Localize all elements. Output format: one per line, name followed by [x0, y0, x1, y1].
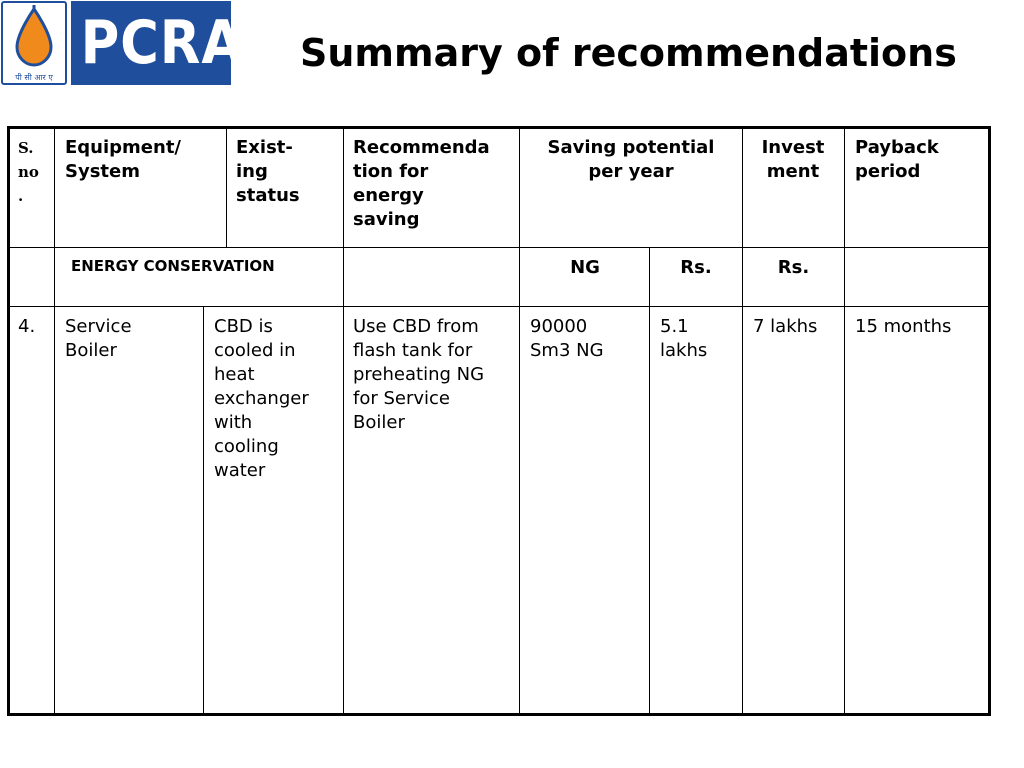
logo-subtext: पी सी आर ए	[15, 73, 53, 82]
row-sno: 4.	[18, 316, 36, 337]
header-payback-period: Payback period	[855, 137, 939, 182]
header-existing-status: Exist- ing status	[236, 137, 300, 206]
row-saving-rs: 5.1 lakhs	[660, 316, 708, 361]
subheader-rs-investment: Rs.	[777, 257, 810, 278]
row-existing-status: CBD is cooled in heat exchanger with cooling water	[214, 316, 309, 481]
col-divider	[343, 129, 344, 713]
col-divider	[203, 306, 204, 713]
row-equipment: Service Boiler	[65, 316, 132, 361]
header-investment: Invest ment	[761, 137, 825, 182]
subheader-divider	[10, 306, 988, 307]
col-divider	[226, 129, 227, 247]
pcra-logo	[0, 0, 244, 86]
section-label-energy-conservation: ENERGY CONSERVATION	[71, 257, 275, 275]
row-recommendation: Use CBD from flash tank for preheating NG for Service Boiler	[353, 316, 485, 433]
subheader-ng: NG	[570, 257, 600, 278]
col-divider	[649, 247, 650, 713]
logo-wordmark: PCRA	[80, 8, 244, 78]
col-divider	[54, 129, 55, 713]
header-recommendation: Recommenda tion for energy saving	[353, 137, 490, 230]
row-saving-ng: 90000 Sm3 NG	[530, 316, 604, 361]
page-title: Summary of recommendations	[300, 31, 957, 75]
header-saving-potential: Saving potential per year	[547, 137, 715, 182]
header-equipment: Equipment/ System	[65, 137, 182, 182]
col-divider	[519, 129, 520, 713]
logo-wordmark-box	[71, 1, 244, 85]
recommendations-table	[7, 126, 991, 716]
col-divider	[844, 129, 845, 713]
row-payback-period: 15 months	[855, 316, 952, 337]
oil-drop-logo-icon	[1, 1, 67, 85]
col-divider	[742, 129, 743, 713]
row-investment: 7 lakhs	[753, 316, 818, 337]
header-sno: S. no .	[18, 139, 39, 205]
header-divider	[10, 247, 988, 248]
subheader-rs-saving: Rs.	[680, 257, 712, 278]
